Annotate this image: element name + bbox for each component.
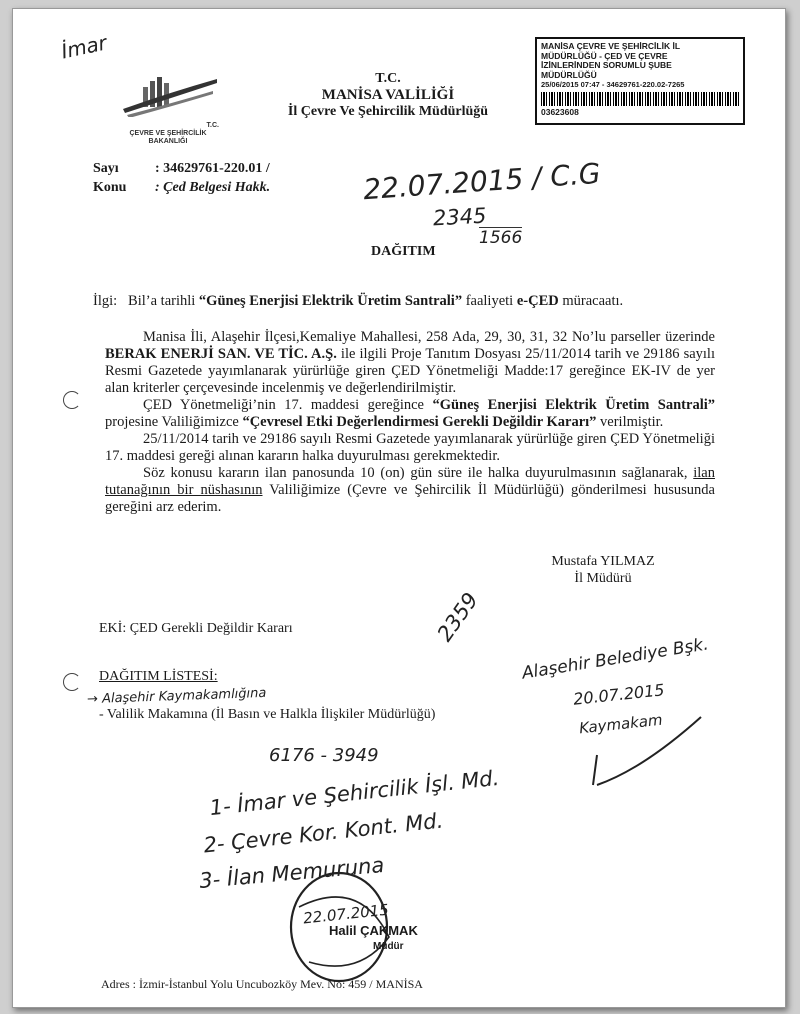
ministry-logo-icon	[113, 73, 223, 117]
handwritten-number-1566: 1566	[479, 228, 523, 248]
ilgi-line	[93, 293, 713, 310]
handwritten-right-date: 20.07.2015	[572, 680, 666, 709]
signatory-block	[543, 553, 663, 587]
handwritten-imar-note: İmar	[59, 30, 109, 64]
handwritten-number-2345: 2345	[432, 203, 488, 231]
stamp-number: 03623608	[541, 106, 579, 117]
handwritten-right-signature-text: Kaymakam	[578, 710, 664, 738]
ilgi-post: müracaatı.	[558, 293, 624, 309]
handwritten-number-2359: 2359	[432, 588, 483, 646]
handwritten-distribution-text: Alaşehir Kaymakamlığına	[101, 685, 267, 707]
sayi-value: : 34629761-220.01 /	[155, 161, 270, 176]
ilgi-label: İlgi:	[93, 293, 118, 309]
handwritten-list-item-1: 1- İmar ve Şehircilik İşl. Md.	[208, 765, 501, 821]
header-directorate: İl Çevre Ve Şehircilik Müdürlüğü	[287, 104, 489, 119]
stamp-line3: İZİNLERİNDEN SORUMLU ŞUBE	[541, 60, 672, 70]
para4-b: Valiliğimize (Çevre ve Şehircilik İl Müdürlüğü) gönderilmesi hususunda gereğini arz ederim.	[105, 482, 715, 515]
stamp-line2: MÜDÜRLÜĞÜ - ÇED VE ÇEVRE	[541, 50, 668, 61]
handwritten-list-item-3: 3- İlan Memuruna	[198, 852, 386, 894]
punch-hole-icon	[63, 673, 81, 691]
ilgi-mid: faaliyeti	[462, 293, 517, 309]
ministry-logo	[113, 73, 223, 146]
para1-b: ile ilgili Proje Tanıtım Dosyası 25/11/2014 tarih ve 29186 sayılı Resmi Gazetede yayımlanarak yürürlüğe giren ÇED Yönetmeliği Madde:17 gereğince EK-IV de yer alan kriterler çerçevesinde incelenmiş ve değerlendirilmiştir.	[105, 346, 715, 396]
document-page	[12, 8, 786, 1008]
para2-a: ÇED Yönetmeliği’nin 17. maddesi gereğince	[143, 397, 433, 413]
handwritten-right-signature-icon	[583, 709, 713, 789]
para2-decision: “Çevresel Etki Değerlendirmesi Gerekli Değildir Kararı”	[242, 414, 597, 430]
company-name: BERAK ENERJİ SAN. VE TİC. A.Ş.	[105, 346, 337, 362]
seal-handwritten-date: 22.07.2015	[302, 900, 390, 928]
punch-hole-icon	[63, 391, 81, 409]
barcode-icon	[541, 92, 739, 106]
seal-name: Halil ÇAKMAK	[329, 923, 418, 938]
distribution-item-valilik: - Valilik Makamına (İl Basın ve Halkla İlişkiler Müdürlüğü)	[99, 707, 436, 722]
paragraph-2	[105, 397, 715, 431]
seal-title: Müdür	[373, 941, 404, 952]
dagitim-heading: DAĞITIM	[371, 244, 436, 259]
header-tc: T.C.	[375, 71, 401, 86]
para2-c: verilmiştir.	[596, 414, 664, 430]
header-governorship: MANİSA VALİLİĞİ	[321, 87, 455, 103]
ilgi-project-name: “Güneş Enerjisi Elektrik Üretim Santrali”	[198, 293, 463, 309]
sayi-label: Sayı	[93, 161, 119, 176]
logo-tc-text: T.C.	[206, 122, 219, 129]
logo-line2-text: ÇEVRE VE ŞEHİRCİLİK	[129, 130, 207, 137]
logo-line3-text: BAKANLIĞI	[148, 138, 188, 145]
paragraph-4	[105, 465, 715, 516]
handwritten-municipality-note: Alaşehir Belediye Bşk.	[520, 634, 710, 684]
handwritten-date: 22.07.2015 / C.G	[362, 156, 602, 207]
handwritten-list-item-2: 2- Çevre Kor. Kont. Md.	[202, 808, 445, 858]
stamp-line4: MÜDÜRLÜĞÜ	[541, 69, 597, 80]
stamp-line5: 25/06/2015 07:47 - 34629761-220.02-7265	[541, 80, 685, 89]
registry-stamp	[535, 37, 745, 125]
para1-a: Manisa İli, Alaşehir İlçesi,Kemaliye Mahallesi, 258 Ada, 29, 30, 31, 32 No’lu parseller üzerinde	[143, 329, 715, 345]
paragraph-1	[105, 329, 715, 397]
konu-value: : Çed Belgesi Hakk.	[155, 180, 271, 195]
handwritten-distribution-item: → Alaşehir Kaymakamlığına	[86, 685, 267, 708]
letter-meta	[93, 159, 270, 197]
para4-a: Söz konusu kararın ilan panosunda 10 (on) gün süre ile halka duyurulmasının sağlanarak,	[143, 465, 694, 481]
stamp-line1: MANİSA ÇEVRE VE ŞEHİRCİLİK İL	[541, 41, 681, 51]
para2-project-name: “Güneş Enerjisi Elektrik Üretim Santrali”	[432, 397, 715, 413]
distribution-list-title: DAĞITIM LİSTESİ:	[99, 669, 218, 684]
paragraph-3: 25/11/2014 tarih ve 29186 sayılı Resmi Gazetede yayımlanarak yürürlüğe giren ÇED Yönetmeliği 17. maddesi gereği alınan kararın halka duyurulması gerekmektedir.	[105, 431, 715, 464]
letterhead	[273, 71, 503, 120]
signatory-name: Mustafa YILMAZ	[551, 554, 655, 569]
ilgi-eced: e-ÇED	[516, 293, 559, 309]
para4-underlined: ilan tutanağının bir nüshasının	[105, 465, 715, 498]
handwritten-reference: 6176 - 3949	[269, 745, 379, 766]
signatory-title: İl Müdürü	[574, 571, 632, 586]
konu-label: Konu	[93, 180, 127, 195]
attachment-line: EKİ: ÇED Gerekli Değildir Kararı	[99, 621, 293, 636]
para2-b: projesine Valiliğimizce	[105, 414, 243, 430]
ilgi-pre: Bil’a tarihli	[128, 293, 199, 309]
footer-address: Adres : İzmir-İstanbul Yolu Uncubozköy Mev. No: 459 / MANİSA	[101, 977, 423, 991]
